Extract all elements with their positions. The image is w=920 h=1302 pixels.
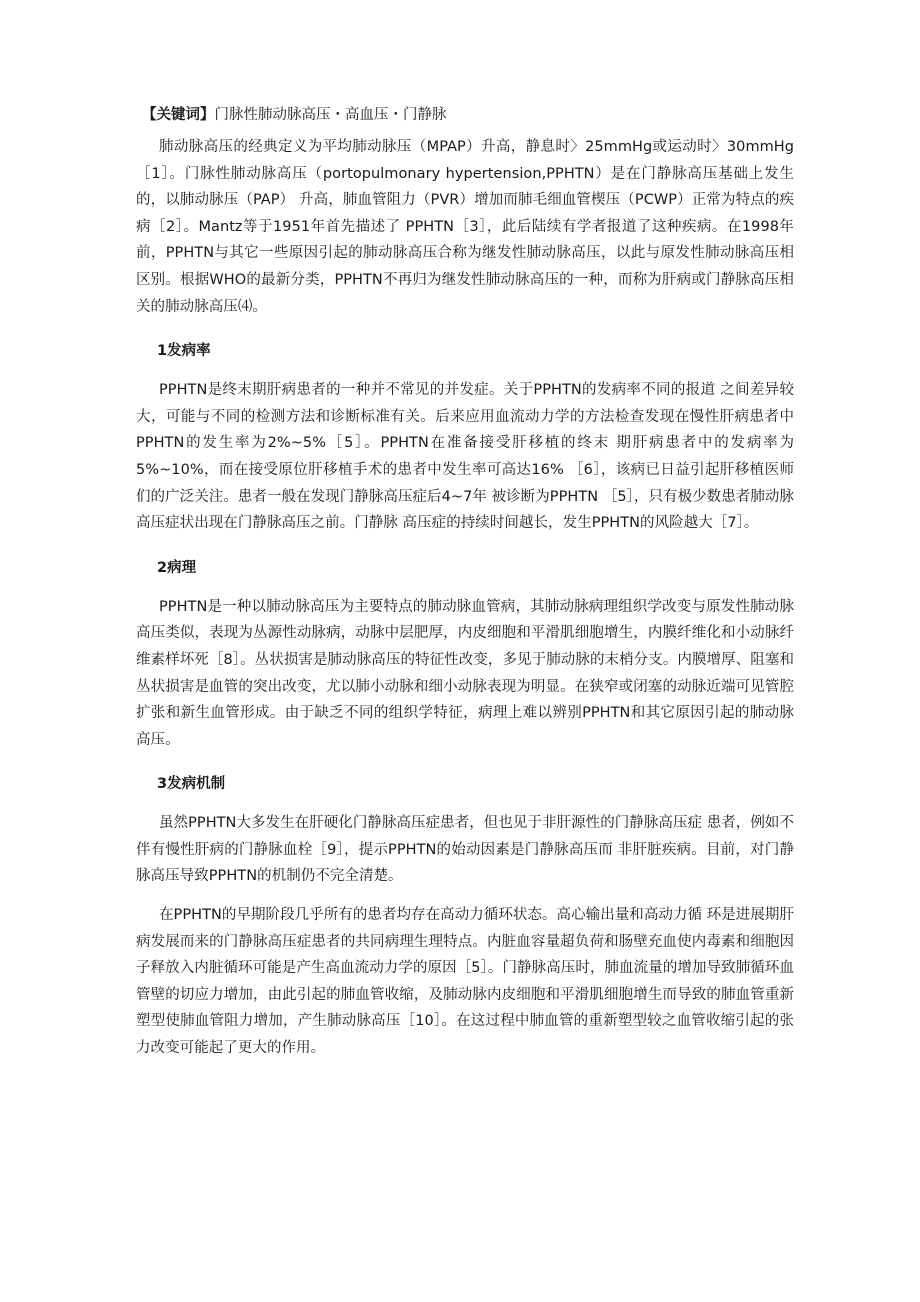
mechanism-paragraph-2: 在PPHTN的早期阶段几乎所有的患者均存在高动力循环状态。高心输出量和高动力循 环是进展期肝病发展而来的门静脉高压症患者的共同病理生理特点。内脏血容量超负荷和肠壁充血使内毒素和细胞因子释放入内脏循环可能是产生高血流动力学的原因［5］。门静脉高压时，肺血流量的增加导致肺循环血管壁的切应力增加，由此引起的肺血管收缩，及肺动脉内皮细胞和平滑肌细胞增生而导致的肺血管重新塑型使肺血管阻力增加，产生肺动脉高压［10］。在这过程中肺血管的重新塑型较之血管收缩引起的张力改变可能起了更大的作用。 <box>136 907 794 1057</box>
intro-paragraph: 肺动脉高压的经典定义为平均肺动脉压（MPAP）升高，静息时〉25mmHg或运动时〉30mmHg［1］。门脉性肺动脉高压（portopulmonary hypertension,PPHTN）是在门静脉高压基础上发生的，以肺动脉压（PAP） 升高，肺血管阻力（PVR）增加而肺毛细血管楔压（PCWP）正常为特点的疾病［2］。Mantz等于1951年首先描述了 PPHTN［3］，此后陆续有学者报道了这种疾病。在1998年前，PPHTN与其它一些原因引起的肺动脉高压合称为继发性肺动脉高压，以此与原发性肺动脉高压相区别。根据WHO的最新分类，PPHTN不再归为继发性肺动脉高压的一种，而称为肝病或门静脉高压相关的肺动脉高压⑷。 <box>136 139 795 315</box>
pathology-paragraph: PPHTN是一种以肺动脉高压为主要特点的肺动脉血管病，其肺动脉病理组织学改变与原发性肺动脉高压类似，表现为丛源性动脉病，动脉中层肥厚，内皮细胞和平滑肌细胞增生，内膜纤维化和小动脉纤维素样坏死［8］。丛状损害是肺动脉高压的特征性改变，多见于肺动脉的末梢分支。内膜增厚、阻塞和丛状损害是血管的突出改变，尤以肺小动脉和细小动脉表现为明显。在狭窄或闭塞的动脉近端可见管腔扩张和新生血管形成。由于缺乏不同的组织学特征，病理上难以辨别PPHTN和其它原因引起的肺动脉高压。 <box>136 598 794 748</box>
keywords-label: 【关键词】 <box>142 107 215 123</box>
keywords-terms: 门脉性肺动脉高压・高血压・门静脉 <box>214 107 447 123</box>
section-heading-pathology: 2病理 <box>157 559 197 576</box>
mechanism-paragraph-1: 虽然PPHTN大多发生在肝硬化门静脉高压症患者，但也见于非肝源性的门静脉高压症 患者，例如不伴有慢性肝病的门静脉血栓［9］，提示PPHTN的始动因素是门静脉高压而 非肝脏疾病。目前，对门静脉高压导致PPHTN的机制仍不完全清楚。 <box>136 815 794 885</box>
section-heading-mechanism: 3发病机制 <box>157 776 226 793</box>
incidence-paragraph: PPHTN是终末期肝病患者的一种并不常见的并发症。关于PPHTN的发病率不同的报道 之间差异较大，可能与不同的检测方法和诊断标准有关。后来应用血流动力学的方法检查发现在慢性肝病患者中PPHTN的发生率为2%~5%［5］。PPHTN在准备接受肝移植的终末 期肝病患者中的发病率为5%~10%，而在接受原位肝移植手术的患者中发生率可高达16% ［6］，该病已日益引起肝移植医师们的广泛关注。患者一般在发现门静脉高压症后4~7年 被诊断为PPHTN ［5］，只有极少数患者肺动脉高压症状出现在门静脉高压之前。门静脉 高压症的持续时间越长，发生PPHTN的风险越大［7］。 <box>136 382 794 532</box>
section-heading-incidence: 1发病率 <box>157 343 211 360</box>
document-page <box>136 102 794 1062</box>
keywords-line <box>136 102 794 128</box>
